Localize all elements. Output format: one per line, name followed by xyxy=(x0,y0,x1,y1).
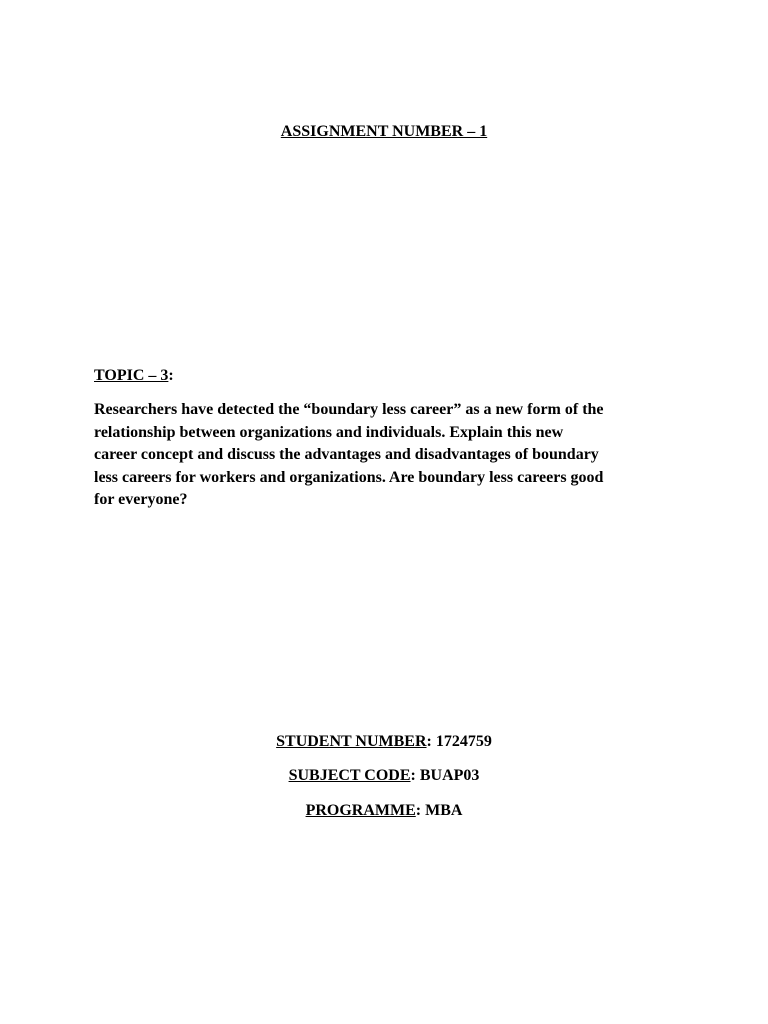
topic-question xyxy=(94,399,684,512)
topic-question-line: for everyone? xyxy=(94,491,188,508)
subject-code-label: SUBJECT CODE xyxy=(288,767,411,784)
programme-value: : MBA xyxy=(415,802,463,819)
topic-question-line: relationship between organizations and individuals. Explain this new xyxy=(94,423,564,441)
topic-label-suffix: : xyxy=(168,367,174,384)
topic-question-line: less careers for workers and organizations. Are boundary less careers good xyxy=(94,468,604,486)
programme-label: PROGRAMME xyxy=(305,802,416,819)
student-number-line xyxy=(0,732,768,752)
topic-heading xyxy=(94,366,174,386)
topic-question-line: Researchers have detected the “boundary less career” as a new form of the xyxy=(94,401,604,418)
programme-line xyxy=(0,801,768,821)
subject-code-line xyxy=(0,766,768,786)
student-number-value: : 1724759 xyxy=(426,733,492,750)
student-number-label: STUDENT NUMBER xyxy=(276,733,427,750)
subject-code-value: : BUAP03 xyxy=(410,767,480,784)
topic-question-line: career concept and discuss the advantages and disadvantages of boundary xyxy=(94,446,599,463)
assignment-title: ASSIGNMENT NUMBER – 1 xyxy=(280,123,488,140)
topic-label: TOPIC – 3 xyxy=(94,367,169,384)
